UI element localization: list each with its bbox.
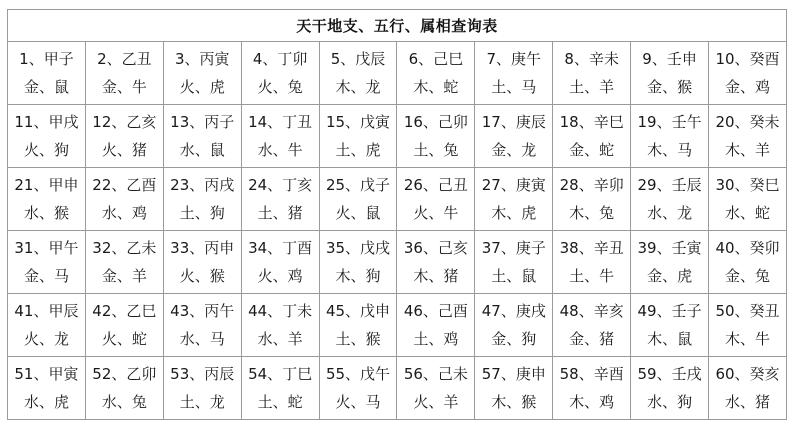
ganzhi-cell [709,168,787,231]
ganzhi-label: 33、丙申 [170,239,235,257]
element-zodiac-label: 金、猴 [647,78,693,96]
ganzhi-label: 41、甲辰 [14,302,79,320]
ganzhi-cell [475,168,553,231]
ganzhi-cell [397,105,475,168]
element-zodiac-label: 土、龙 [179,393,225,411]
element-zodiac-label: 金、龙 [491,141,537,159]
ganzhi-cell [241,42,319,105]
ganzhi-label: 23、丙戌 [170,176,235,194]
element-zodiac-label: 金、猪 [569,330,615,348]
ganzhi-cell [85,42,163,105]
element-zodiac-label: 木、兔 [569,204,615,222]
element-zodiac-label: 火、蛇 [101,330,147,348]
ganzhi-label: 42、乙巳 [92,302,157,320]
ganzhi-lookup-table [7,9,787,420]
ganzhi-label: 15、戊寅 [325,113,391,131]
element-zodiac-label: 木、蛇 [413,78,459,96]
ganzhi-cell [8,357,86,420]
ganzhi-cell [631,231,709,294]
element-zodiac-label: 水、鸡 [101,204,147,222]
ganzhi-label: 6、己巳 [408,50,464,68]
element-zodiac-label: 木、狗 [335,267,381,285]
ganzhi-label: 1、甲子 [19,50,74,68]
element-zodiac-label: 金、鼠 [23,78,69,96]
ganzhi-cell [709,105,787,168]
ganzhi-label: 24、丁亥 [248,176,313,194]
ganzhi-label: 54、丁巳 [248,365,313,383]
ganzhi-label: 37、庚子 [481,239,546,257]
ganzhi-label: 11、甲戌 [14,113,79,131]
ganzhi-cell [163,294,241,357]
ganzhi-cell [163,168,241,231]
ganzhi-label: 10、癸酉 [715,50,780,68]
ganzhi-label: 44、丁未 [248,302,313,320]
element-zodiac-label: 木、牛 [725,330,771,348]
ganzhi-cell [397,357,475,420]
element-zodiac-label: 木、鼠 [647,330,693,348]
ganzhi-cell [631,42,709,105]
element-zodiac-label: 金、马 [23,267,69,285]
ganzhi-label: 16、己卯 [403,113,468,131]
element-zodiac-label: 火、牛 [413,204,459,222]
ganzhi-label: 27、庚寅 [481,176,546,194]
ganzhi-cell [709,294,787,357]
ganzhi-cell [163,105,241,168]
ganzhi-cell [319,357,397,420]
ganzhi-cell [85,105,163,168]
ganzhi-label: 30、癸巳 [715,176,780,194]
ganzhi-cell [709,231,787,294]
element-zodiac-label: 水、蛇 [725,204,771,222]
ganzhi-label: 58、辛酉 [559,365,624,383]
ganzhi-cell [241,294,319,357]
element-zodiac-label: 木、猴 [491,393,537,411]
ganzhi-cell [709,357,787,420]
ganzhi-label: 47、庚戌 [481,302,546,320]
ganzhi-cell [319,231,397,294]
ganzhi-cell [553,42,631,105]
ganzhi-cell [475,105,553,168]
element-zodiac-label: 水、狗 [647,393,693,411]
ganzhi-label: 4、丁卯 [252,50,308,68]
table-row [8,294,787,357]
ganzhi-cell [319,105,397,168]
element-zodiac-label: 金、蛇 [569,141,615,159]
ganzhi-label: 5、戊辰 [330,50,386,68]
element-zodiac-label: 土、狗 [179,204,225,222]
element-zodiac-label: 土、猴 [335,330,381,348]
ganzhi-cell [8,231,86,294]
ganzhi-label: 2、乙丑 [97,50,152,68]
element-zodiac-label: 土、羊 [569,78,615,96]
ganzhi-label: 18、辛巳 [559,113,624,131]
ganzhi-label: 19、壬午 [637,113,702,131]
element-zodiac-label: 土、猪 [257,204,303,222]
ganzhi-cell [241,231,319,294]
ganzhi-label: 12、乙亥 [92,113,157,131]
ganzhi-label: 49、壬子 [637,302,702,320]
ganzhi-label: 13、丙子 [170,113,235,131]
element-zodiac-label: 水、鼠 [179,141,225,159]
ganzhi-label: 26、己丑 [403,176,468,194]
ganzhi-label: 29、壬辰 [637,176,702,194]
ganzhi-label: 57、庚申 [481,365,546,383]
element-zodiac-label: 土、虎 [335,141,381,159]
ganzhi-cell [163,231,241,294]
element-zodiac-label: 火、马 [335,393,381,411]
element-zodiac-label: 火、猴 [179,267,225,285]
element-zodiac-label: 土、鼠 [491,267,537,285]
element-zodiac-label: 水、兔 [101,393,147,411]
ganzhi-cell [397,231,475,294]
ganzhi-label: 56、己未 [403,365,468,383]
element-zodiac-label: 金、牛 [101,78,147,96]
element-zodiac-label: 土、鸡 [413,330,459,348]
ganzhi-label: 36、己亥 [403,239,468,257]
element-zodiac-label: 火、羊 [413,393,459,411]
ganzhi-label: 59、壬戌 [637,365,702,383]
ganzhi-cell [241,105,319,168]
table-row [8,168,787,231]
ganzhi-label: 40、癸卯 [715,239,780,257]
element-zodiac-label: 土、牛 [569,267,615,285]
ganzhi-label: 45、戊申 [325,302,391,320]
ganzhi-cell [475,42,553,105]
ganzhi-cell [319,168,397,231]
table-title: 天干地支、五行、属相查询表 [8,10,787,42]
element-zodiac-label: 土、兔 [413,141,459,159]
ganzhi-label: 28、辛卯 [559,176,624,194]
element-zodiac-label: 土、马 [491,78,537,96]
ganzhi-cell [631,168,709,231]
ganzhi-cell [241,357,319,420]
element-zodiac-label: 土、蛇 [257,393,303,411]
element-zodiac-label: 水、猴 [23,204,69,222]
ganzhi-label: 14、丁丑 [248,113,313,131]
ganzhi-cell [319,294,397,357]
element-zodiac-label: 水、虎 [23,393,69,411]
element-zodiac-label: 木、马 [647,141,693,159]
element-zodiac-label: 金、狗 [491,330,537,348]
element-zodiac-label: 火、兔 [257,78,303,96]
element-zodiac-label: 木、羊 [725,141,771,159]
element-zodiac-label: 金、虎 [647,267,693,285]
element-zodiac-label: 水、羊 [257,330,303,348]
ganzhi-cell [631,357,709,420]
ganzhi-cell [475,294,553,357]
ganzhi-label: 8、辛未 [564,50,619,68]
element-zodiac-label: 木、猪 [413,267,459,285]
ganzhi-cell [8,168,86,231]
ganzhi-label: 43、丙午 [170,302,235,320]
ganzhi-label: 9、壬申 [642,50,697,68]
ganzhi-cell [709,42,787,105]
element-zodiac-label: 木、龙 [335,78,381,96]
ganzhi-label: 31、甲午 [14,239,79,257]
element-zodiac-label: 水、牛 [257,141,303,159]
ganzhi-label: 46、己酉 [403,302,468,320]
ganzhi-cell [397,294,475,357]
ganzhi-label: 20、癸未 [715,113,780,131]
ganzhi-label: 25、戊子 [325,176,391,194]
ganzhi-cell [85,357,163,420]
ganzhi-cell [553,168,631,231]
element-zodiac-label: 火、狗 [23,141,69,159]
element-zodiac-label: 木、虎 [491,204,537,222]
ganzhi-cell [553,357,631,420]
ganzhi-label: 53、丙辰 [170,365,235,383]
ganzhi-cell [163,42,241,105]
element-zodiac-label: 水、猪 [725,393,771,411]
ganzhi-cell [8,294,86,357]
ganzhi-cell [397,42,475,105]
ganzhi-cell [85,294,163,357]
element-zodiac-label: 金、鸡 [725,78,771,96]
element-zodiac-label: 火、猪 [101,141,147,159]
element-zodiac-label: 火、虎 [179,78,225,96]
ganzhi-cell [397,168,475,231]
ganzhi-label: 7、庚午 [486,50,542,68]
table-row [8,231,787,294]
ganzhi-cell [241,168,319,231]
ganzhi-label: 32、乙未 [92,239,157,257]
ganzhi-cell [8,105,86,168]
ganzhi-label: 52、乙卯 [92,365,157,383]
table-body [8,42,787,420]
ganzhi-label: 34、丁酉 [248,239,313,257]
ganzhi-cell [475,231,553,294]
element-zodiac-label: 木、鸡 [569,393,615,411]
ganzhi-label: 55、戊午 [325,365,391,383]
ganzhi-cell [631,105,709,168]
ganzhi-cell [553,231,631,294]
ganzhi-label: 50、癸丑 [715,302,780,320]
element-zodiac-label: 火、鸡 [257,267,303,285]
ganzhi-cell [553,294,631,357]
element-zodiac-label: 火、鼠 [335,204,381,222]
ganzhi-cell [8,42,86,105]
ganzhi-label: 48、辛亥 [559,302,624,320]
ganzhi-label: 35、戊戌 [325,239,391,257]
element-zodiac-label: 金、兔 [725,267,771,285]
ganzhi-cell [631,294,709,357]
ganzhi-label: 21、甲申 [14,176,79,194]
ganzhi-cell [85,168,163,231]
element-zodiac-label: 金、羊 [101,267,147,285]
ganzhi-label: 60、癸亥 [715,365,780,383]
element-zodiac-label: 火、龙 [23,330,69,348]
ganzhi-label: 39、壬寅 [637,239,702,257]
ganzhi-label: 22、乙酉 [92,176,157,194]
ganzhi-label: 38、辛丑 [559,239,624,257]
ganzhi-cell [475,357,553,420]
element-zodiac-label: 水、龙 [647,204,693,222]
table-row [8,357,787,420]
table-row [8,42,787,105]
ganzhi-cell [319,42,397,105]
ganzhi-cell [85,231,163,294]
ganzhi-label: 51、甲寅 [14,365,79,383]
ganzhi-cell [553,105,631,168]
ganzhi-label: 17、庚辰 [481,113,546,131]
ganzhi-label: 3、丙寅 [174,50,230,68]
table-row [8,105,787,168]
ganzhi-cell [163,357,241,420]
title-row [8,10,787,42]
element-zodiac-label: 水、马 [179,330,225,348]
